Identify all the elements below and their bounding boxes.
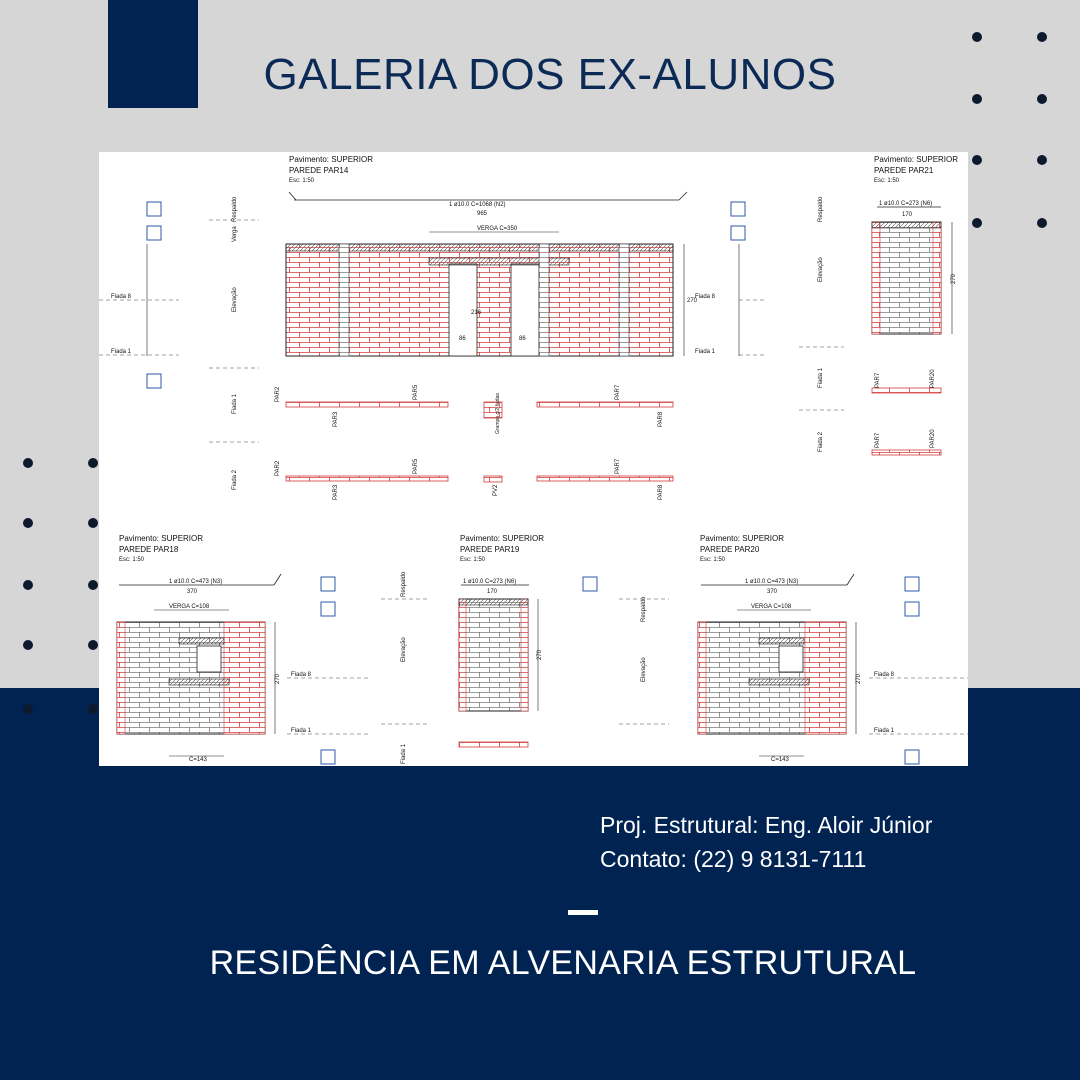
svg-text:Elevação: Elevação bbox=[818, 257, 824, 282]
svg-text:PAR7: PAR7 bbox=[875, 432, 881, 448]
svg-text:PAREDE PAR14: PAREDE PAR14 bbox=[289, 166, 349, 175]
svg-text:PAR20: PAR20 bbox=[930, 369, 936, 388]
svg-text:PAR5: PAR5 bbox=[413, 458, 419, 474]
svg-text:Respaldo: Respaldo bbox=[401, 571, 407, 597]
svg-text:270: 270 bbox=[856, 673, 862, 684]
svg-text:Verga: Verga bbox=[232, 226, 238, 242]
svg-text:86: 86 bbox=[459, 336, 466, 342]
svg-text:270: 270 bbox=[951, 273, 957, 284]
svg-text:PAR7: PAR7 bbox=[615, 384, 621, 400]
svg-text:Respaldo: Respaldo bbox=[232, 196, 238, 222]
svg-text:Pavimento: SUPERIOR: Pavimento: SUPERIOR bbox=[119, 534, 204, 543]
svg-text:270: 270 bbox=[687, 298, 698, 304]
svg-text:Fiada 2: Fiada 2 bbox=[818, 431, 824, 452]
svg-text:Fiada 1: Fiada 1 bbox=[401, 743, 407, 764]
footer-title: RESIDÊNCIA EM ALVENARIA ESTRUTURAL bbox=[209, 944, 917, 982]
svg-text:PAREDE PAR18: PAREDE PAR18 bbox=[119, 545, 179, 554]
svg-text:VERGA C=108: VERGA C=108 bbox=[751, 604, 792, 610]
svg-text:Respaldo: Respaldo bbox=[641, 596, 647, 622]
svg-text:PAREDE PAR19: PAREDE PAR19 bbox=[460, 545, 520, 554]
svg-text:PAR3: PAR3 bbox=[333, 484, 339, 500]
svg-text:Fiada 1: Fiada 1 bbox=[818, 367, 824, 388]
svg-text:1 ø10.0 C=473 (N3): 1 ø10.0 C=473 (N3) bbox=[169, 579, 223, 585]
svg-text:1 ø10.0 C=473 (N3): 1 ø10.0 C=473 (N3) bbox=[745, 579, 799, 585]
svg-text:Pavimento: SUPERIOR: Pavimento: SUPERIOR bbox=[874, 155, 959, 164]
panel-par18 bbox=[117, 534, 429, 764]
svg-text:170: 170 bbox=[902, 212, 913, 218]
svg-text:Esc: 1:50: Esc: 1:50 bbox=[700, 557, 726, 563]
svg-text:Grampo c/2 fiadas: Grampo c/2 fiadas bbox=[495, 393, 501, 434]
svg-text:Fiada 1: Fiada 1 bbox=[874, 728, 895, 734]
svg-text:PAR3: PAR3 bbox=[333, 411, 339, 427]
svg-text:Pavimento: SUPERIOR: Pavimento: SUPERIOR bbox=[460, 534, 545, 543]
svg-text:PAR7: PAR7 bbox=[875, 372, 881, 388]
svg-text:216: 216 bbox=[471, 310, 482, 316]
svg-text:Fiada 8: Fiada 8 bbox=[111, 294, 132, 300]
svg-text:Esc: 1:50: Esc: 1:50 bbox=[289, 178, 315, 184]
svg-text:PAREDE PAR21: PAREDE PAR21 bbox=[874, 166, 934, 175]
panel-par21 bbox=[872, 155, 958, 455]
svg-text:86: 86 bbox=[519, 336, 526, 342]
svg-text:Respaldo: Respaldo bbox=[818, 196, 824, 222]
svg-text:Fiada 1: Fiada 1 bbox=[111, 349, 132, 355]
svg-text:370: 370 bbox=[187, 589, 198, 595]
svg-text:PAR5: PAR5 bbox=[413, 384, 419, 400]
svg-text:PAR2: PAR2 bbox=[275, 386, 281, 402]
svg-text:C=143: C=143 bbox=[189, 757, 207, 763]
side-annotations-left bbox=[99, 196, 259, 490]
svg-text:Fiada 1: Fiada 1 bbox=[695, 349, 716, 355]
page-title: GALERIA DOS EX-ALUNOS bbox=[263, 50, 837, 99]
svg-text:Fiada 8: Fiada 8 bbox=[874, 672, 895, 678]
svg-text:Elevação: Elevação bbox=[401, 637, 407, 662]
svg-text:PAR2: PAR2 bbox=[275, 460, 281, 476]
svg-text:270: 270 bbox=[275, 673, 281, 684]
panel-par19 bbox=[459, 534, 669, 747]
svg-text:PV2: PV2 bbox=[493, 484, 499, 496]
svg-text:VERGA C=350: VERGA C=350 bbox=[477, 226, 518, 232]
svg-text:PAR20: PAR20 bbox=[930, 429, 936, 448]
svg-text:Elevação: Elevação bbox=[641, 657, 647, 682]
svg-text:Fiada 1: Fiada 1 bbox=[291, 728, 312, 734]
svg-text:270: 270 bbox=[537, 649, 543, 660]
svg-text:Fiada 8: Fiada 8 bbox=[695, 294, 716, 300]
svg-text:Esc: 1:50: Esc: 1:50 bbox=[874, 178, 900, 184]
engineer-credit: Proj. Estrutural: Eng. Aloir Júnior bbox=[600, 812, 933, 838]
svg-text:Pavimento: SUPERIOR: Pavimento: SUPERIOR bbox=[700, 534, 785, 543]
panel-par14 bbox=[275, 155, 716, 500]
contact-phone: Contato: (22) 9 8131-7111 bbox=[600, 846, 867, 872]
svg-text:370: 370 bbox=[767, 589, 778, 595]
svg-text:Esc: 1:50: Esc: 1:50 bbox=[460, 557, 486, 563]
svg-text:Fiada 8: Fiada 8 bbox=[291, 672, 312, 678]
svg-text:PAR8: PAR8 bbox=[658, 411, 664, 427]
structural-drawing bbox=[99, 152, 968, 766]
svg-text:Esc: 1:50: Esc: 1:50 bbox=[119, 557, 145, 563]
svg-text:Pavimento: SUPERIOR: Pavimento: SUPERIOR bbox=[289, 155, 374, 164]
panel-par20 bbox=[698, 534, 968, 764]
svg-text:PAR7: PAR7 bbox=[615, 458, 621, 474]
project-credits bbox=[600, 808, 932, 876]
svg-text:Elevação: Elevação bbox=[232, 287, 238, 312]
svg-text:Fiada 2: Fiada 2 bbox=[232, 469, 238, 490]
svg-text:Fiada 1: Fiada 1 bbox=[232, 393, 238, 414]
svg-text:965: 965 bbox=[477, 211, 488, 217]
svg-text:1 ø10.0 C=1068 (N2): 1 ø10.0 C=1068 (N2) bbox=[449, 202, 506, 208]
svg-text:1 ø10.0 C=273 (N6): 1 ø10.0 C=273 (N6) bbox=[463, 579, 517, 585]
svg-text:1 ø10.0 C=273 (N6): 1 ø10.0 C=273 (N6) bbox=[879, 201, 933, 207]
divider-dash bbox=[568, 910, 598, 915]
side-annotations-middle bbox=[731, 196, 844, 452]
svg-text:PAR8: PAR8 bbox=[658, 484, 664, 500]
svg-text:VERGA C=108: VERGA C=108 bbox=[169, 604, 210, 610]
svg-text:PAREDE PAR20: PAREDE PAR20 bbox=[700, 545, 760, 554]
svg-text:170: 170 bbox=[487, 589, 498, 595]
svg-text:C=143: C=143 bbox=[771, 757, 789, 763]
